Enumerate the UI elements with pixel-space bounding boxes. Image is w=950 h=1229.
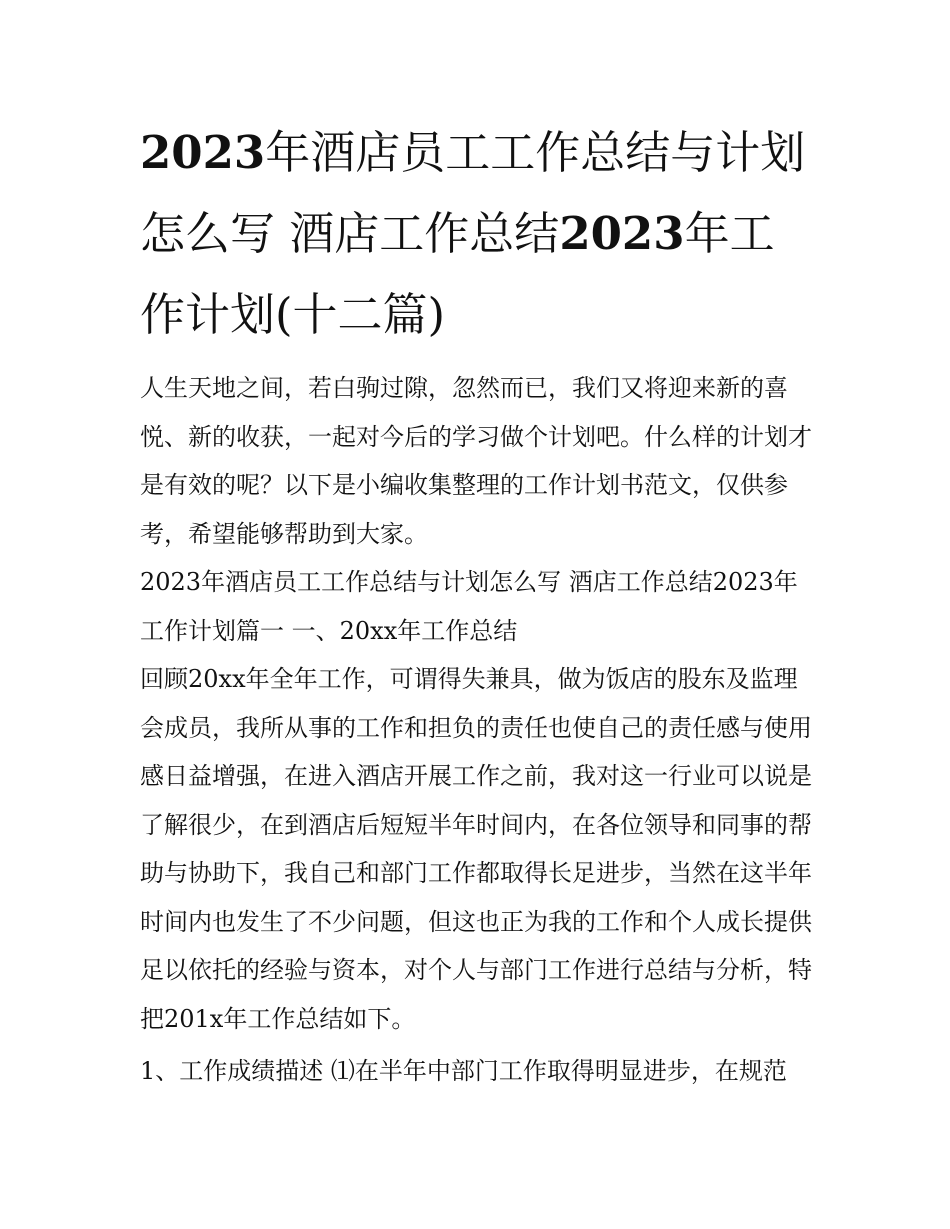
list-item: 1、工作成绩描述 ⑴在半年中部门工作取得明显进步，在规范: [140, 1057, 787, 1085]
title-text-2: 年工作计划(十二篇): [140, 207, 775, 341]
document-page: [140, 112, 815, 1096]
body-paragraph: 回顾20xx年全年工作，可谓得失兼具，做为饭店的股东及监理会成员，我所从事的工作和担负的责任也使自己的责任感与使用感日益增强，在进入酒店开展工作之前，我对这一行业可以说是了解很少，在到酒店后短短半年时间内，在各位领导和同事的帮助与协助下，我自己和部门工作都取得长足进步，当然在这半年时间内也发生了不少问题，但这也正为我的工作和个人成长提供足以依托的经验与资本，对个人与部门工作进行总结与分析，特把201x年工作总结如下。: [140, 665, 812, 1033]
title-text-1: 年酒店员工工作总结与计划怎么写 酒店工作总结: [140, 126, 806, 260]
intro-paragraph: 人生天地之间，若白驹过隙，忽然而已，我们又将迎来新的喜悦、新的收获，一起对今后的学习做个计划吧。什么样的计划才是有效的呢？以下是小编收集整理的工作计划书范文，仅供参考，希望能够帮助到大家。: [140, 374, 812, 548]
title-year-2: 2023: [559, 207, 685, 260]
document-title: [140, 112, 815, 355]
title-year-1: 2023: [140, 126, 266, 179]
section-heading: 2023年酒店员工工作总结与计划怎么写 酒店工作总结2023年工作计划篇一 一、20xx年工作总结: [140, 568, 798, 645]
